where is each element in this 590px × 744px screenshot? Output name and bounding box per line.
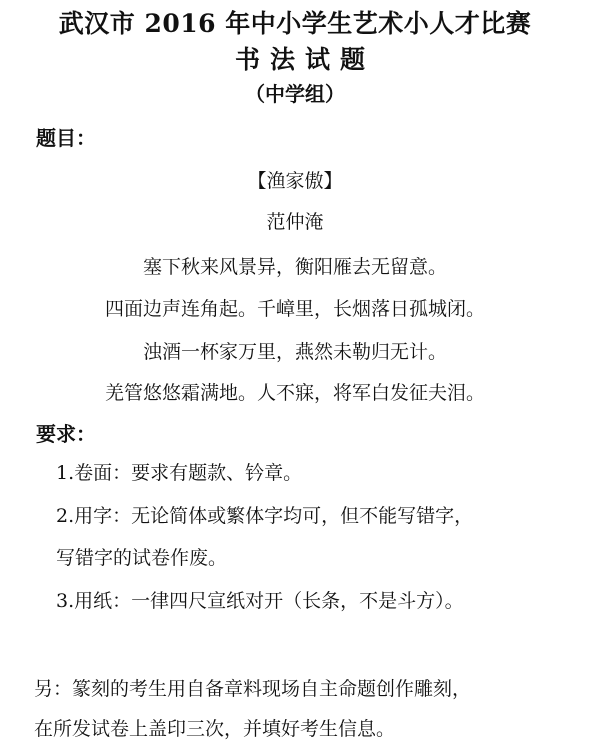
note-line: 另：篆刻的考生用自备章料现场自主命题创作雕刻， (34, 678, 472, 700)
poem-title: 【渔家傲】 (247, 170, 343, 192)
requirements-label: 要求： (36, 422, 96, 446)
group-label: （中学组） (245, 82, 345, 106)
requirement-item: 2.用字：无论简体或繁体字均可，但不能写错字， (56, 505, 474, 527)
poem-line: 羌管悠悠霜满地。人不寐，将军白发征夫泪。 (104, 382, 485, 404)
poem-line: 塞下秋来风景异，衡阳雁去无留意。 (142, 256, 447, 278)
page-subtitle: 书法试题 (234, 45, 375, 74)
poem-author: 范仲淹 (266, 211, 324, 233)
note-line: 在所发试卷上盖印三次，并填好考生信息。 (34, 718, 396, 740)
requirement-item: 1.卷面：要求有题款、钤章。 (56, 462, 303, 484)
requirement-item-continued: 写错字的试卷作废。 (56, 547, 228, 569)
page-title: 武汉市 2016 年中小学生艺术小人才比赛 (58, 9, 532, 38)
topic-label: 题目： (36, 126, 96, 150)
poem-line: 四面边声连角起。千嶂里，长烟落日孤城闭。 (104, 298, 485, 320)
requirement-item: 3.用纸：一律四尺宣纸对开（长条，不是斗方）。 (56, 590, 464, 612)
poem-line: 浊酒一杯家万里，燕然未勒归无计。 (142, 341, 447, 363)
